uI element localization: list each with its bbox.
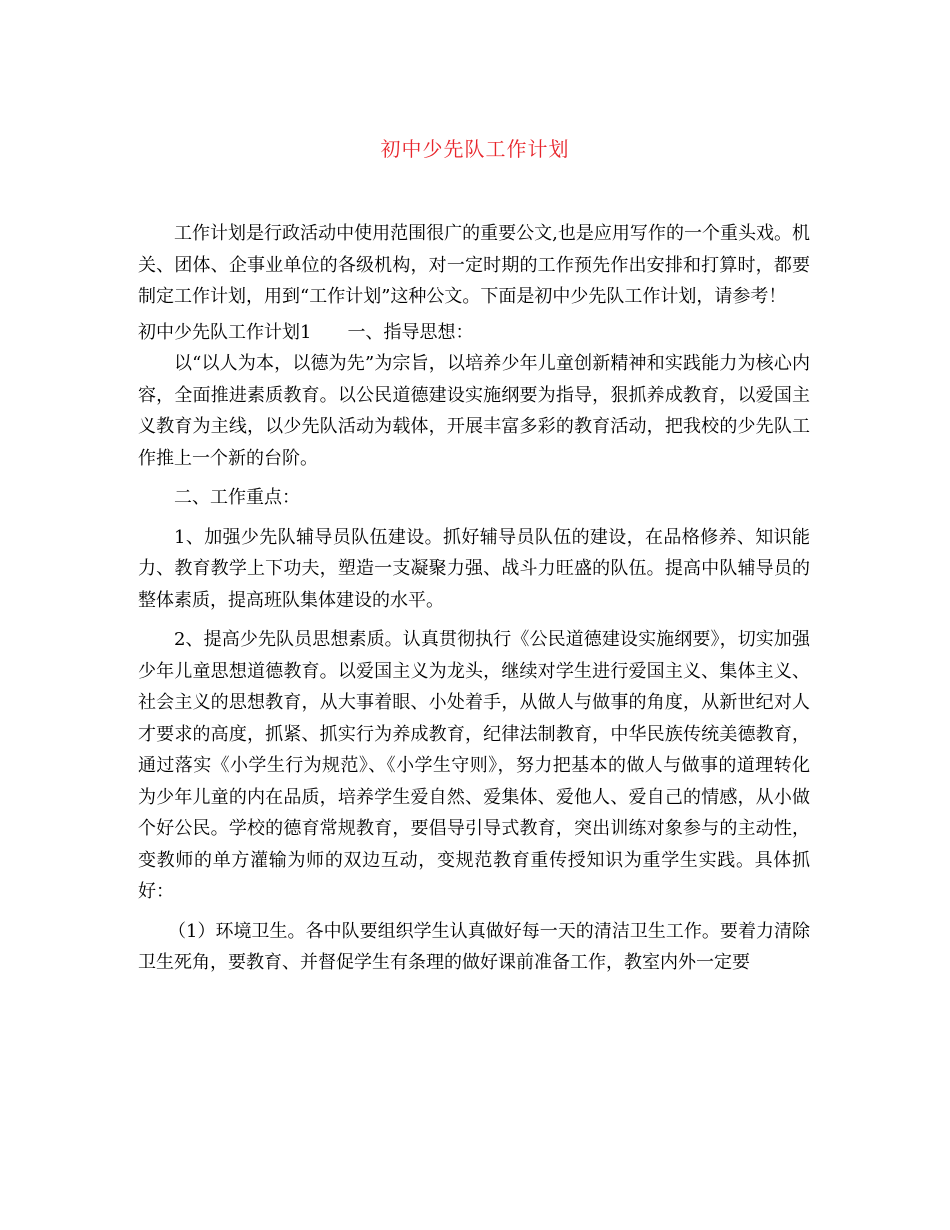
section-heading: 初中少先队工作计划1 一、指导思想： [138, 321, 474, 343]
guiding-thought-paragraph: 以“以人为本，以德为先”为宗旨，以培养少年儿童创新精神和实践能力为核心内容，全面推进素质教育。以公民道德建设实施纲要为指导，狠抓养成教育，以爱国主义教育为主线，以少先队活动为载体，开展丰富多彩的教育活动，把我校的少先队工作推上一个新的台阶。 [138, 353, 810, 469]
document-body [138, 218, 810, 979]
focus-item-1-paragraph: 1、加强少先队辅导员队伍建设。抓好辅导员队伍的建设，在品格修养、知识能力、教育教学上下功夫，塑造一支凝聚力强、战斗力旺盛的队伍。提高中队辅导员的整体素质，提高班队集体建设的水平。 [138, 526, 810, 611]
focus-item-2-paragraph: 2、提高少先队员思想素质。认真贯彻执行《公民道德建设实施纲要》，切实加强少年儿童思想道德教育。以爱国主义为龙头，继续对学生进行爱国主义、集体主义、社会主义的思想教育，从大事着眼、小处着手，从做人与做事的角度，从新世纪对人才要求的高度，抓紧、抓实行为养成教育，纪律法制教育，中华民族传统美德教育，通过落实《小学生行为规范》、《小学生守则》，努力把基本的做人与做事的道理转化为少年儿童的内在品质，培养学生爱自然、爱集体、爱他人、爱自己的情感，从小做个好公民。学校的德育常规教育，要倡导引导式教育，突出训练对象参与的主动性，变教师的单方灌输为师的双边互动，变规范教育重传授知识为重学生实践。具体抓好： [138, 629, 810, 902]
environment-hygiene-paragraph: （1）环境卫生。各中队要组织学生认真做好每一天的清洁卫生工作。要着力清除卫生死角，要教育、并督促学生有条理的做好课前准备工作，教室内外一定要 [138, 920, 810, 973]
document-title: 初中少先队工作计划 [380, 137, 570, 161]
intro-paragraph: 工作计划是行政活动中使用范围很广的重要公文,也是应用写作的一个重头戏。机关、团体、企事业单位的各级机构，对一定时期的工作预先作出安排和打算时，都要制定工作计划，用到“工作计划”这种公文。下面是初中少先队工作计划，请参考！ [138, 223, 810, 307]
work-focus-heading: 二、工作重点： [174, 487, 300, 508]
